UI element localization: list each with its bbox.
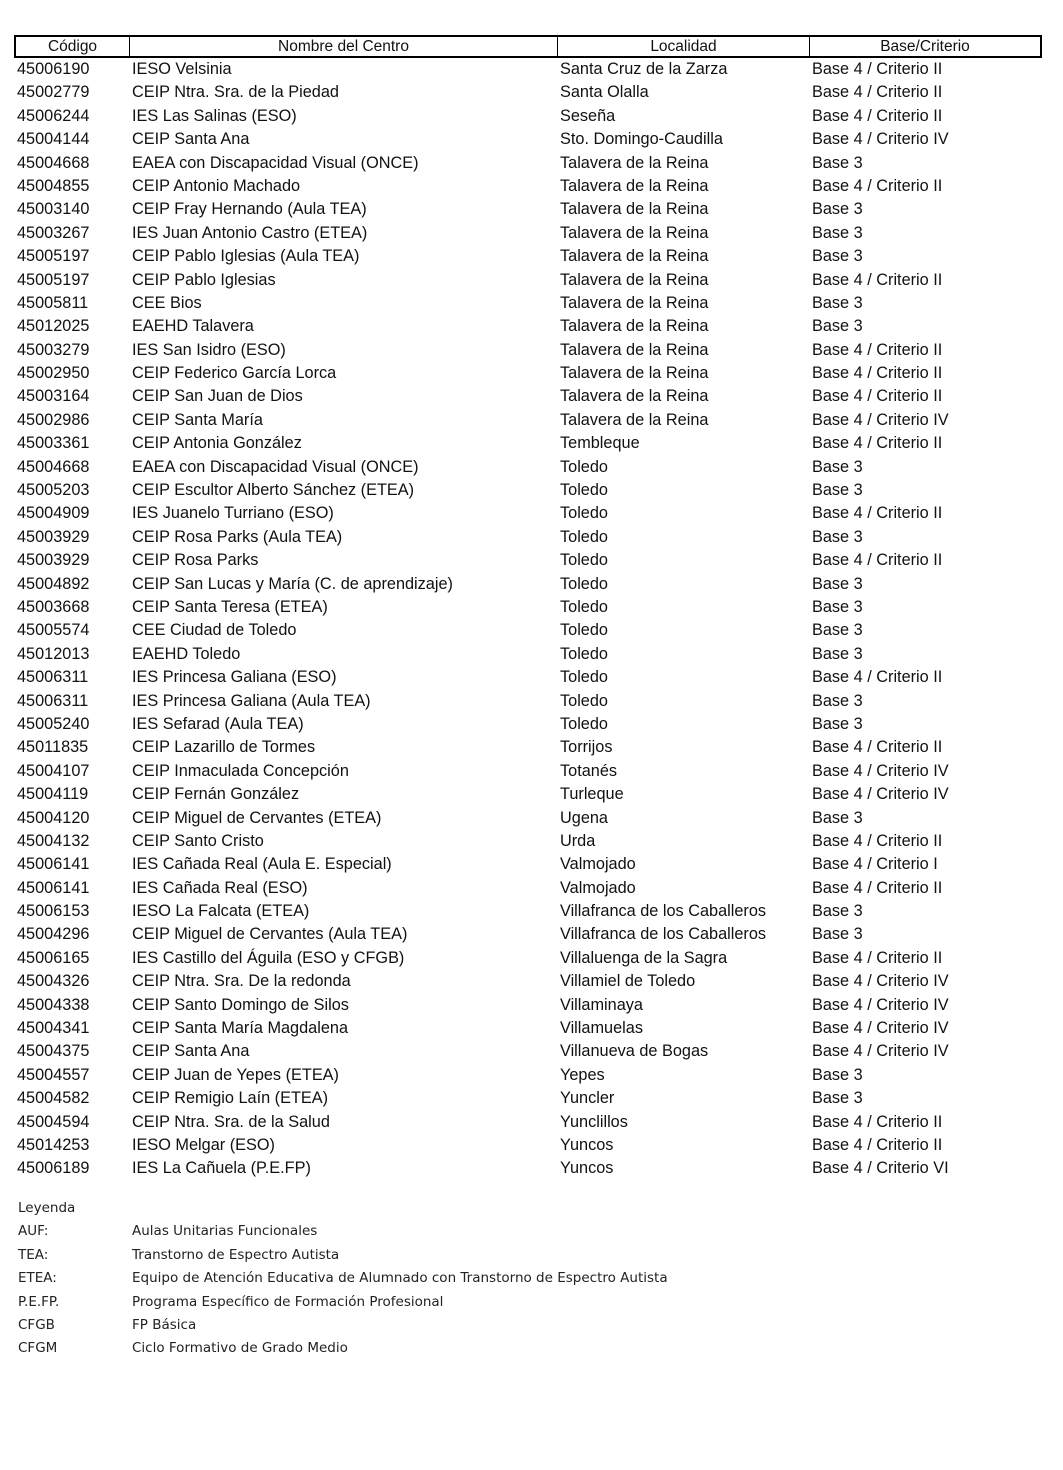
cell-base-criterio: Base 4 / Criterio IV [812,1019,949,1038]
cell-codigo: 45006190 [17,60,90,78]
legend-item [18,1220,668,1243]
table-row [14,432,1042,455]
cell-codigo: 45006244 [17,106,90,125]
cell-nombre-centro: CEIP Ntra. Sra. de la Piedad [132,83,339,102]
cell-codigo: 45004594 [17,1112,90,1131]
cell-base-criterio: Base 4 / Criterio II [812,364,943,383]
table-row [14,409,1042,432]
table-row [14,900,1042,923]
cell-nombre-centro: CEIP Fray Hernando (Aula TEA) [132,200,367,219]
cell-base-criterio: Base 3 [812,691,863,710]
cell-codigo: 45004132 [17,831,90,850]
cell-nombre-centro: CEIP Santa Teresa (ETEA) [132,597,328,616]
cell-codigo: 45012013 [17,644,90,663]
table-row [14,315,1042,338]
cell-codigo: 45004326 [17,972,90,991]
cell-nombre-centro: CEIP San Lucas y María (C. de aprendizaje) [132,574,453,593]
cell-nombre-centro: CEIP Rosa Parks (Aula TEA) [132,527,343,546]
cell-base-criterio: Base 4 / Criterio II [812,60,943,78]
cell-codigo: 45003668 [17,597,90,616]
cell-localidad: Torrijos [560,738,613,757]
legend-item [18,1314,668,1337]
table-row [14,175,1042,198]
cell-codigo: 45006141 [17,878,90,897]
cell-nombre-centro: IES Juan Antonio Castro (ETEA) [132,223,368,242]
legend-item [18,1291,668,1314]
table-row [14,1157,1042,1180]
cell-base-criterio: Base 3 [812,1089,863,1108]
cell-localidad: Santa Cruz de la Zarza [560,60,728,78]
table-row [14,222,1042,245]
cell-nombre-centro: CEIP Santa Ana [132,130,250,149]
cell-base-criterio: Base 3 [812,527,863,546]
cell-codigo: 45004375 [17,1042,90,1061]
cell-codigo: 45006311 [17,691,89,710]
legend-meaning: Transtorno de Espectro Autista [132,1246,340,1263]
table-row [14,1064,1042,1087]
cell-nombre-centro: IESO Velsinia [132,60,232,78]
cell-localidad: Talavera de la Reina [560,317,709,336]
cell-codigo: 45005203 [17,481,90,500]
cell-codigo: 45004296 [17,925,90,944]
cell-base-criterio: Base 4 / Criterio II [812,106,943,125]
table-row [14,970,1042,993]
cell-localidad: Toledo [560,621,608,640]
cell-base-criterio: Base 4 / Criterio II [812,176,943,195]
cell-base-criterio: Base 3 [812,457,863,476]
legend-meaning: Equipo de Atención Educativa de Alumnado con Transtorno de Espectro Autista [132,1270,668,1287]
cell-base-criterio: Base 4 / Criterio IV [812,785,949,804]
cell-localidad: Talavera de la Reina [560,340,709,359]
cell-localidad: Toledo [560,691,608,710]
cell-localidad: Toledo [560,644,608,663]
cell-codigo: 45004582 [17,1089,90,1108]
cell-base-criterio: Base 3 [812,153,863,172]
cell-codigo: 45002950 [17,364,90,383]
table-row [14,760,1042,783]
cell-base-criterio: Base 4 / Criterio I [812,855,938,874]
cell-codigo: 45003361 [17,434,90,453]
cell-nombre-centro: IES Juanelo Turriano (ESO) [132,504,334,523]
cell-nombre-centro: EAEHD Talavera [132,317,254,336]
table-row [14,923,1042,946]
cell-base-criterio: Base 3 [812,808,863,827]
table-row [14,1087,1042,1110]
cell-base-criterio: Base 4 / Criterio IV [812,410,949,429]
cell-nombre-centro: CEIP Antonia González [132,434,302,453]
cell-localidad: Toledo [560,457,608,476]
cell-base-criterio: Base 3 [812,621,863,640]
table-row [14,1134,1042,1157]
cell-codigo: 45014253 [17,1135,90,1154]
cell-nombre-centro: IES Princesa Galiana (ESO) [132,668,337,687]
cell-nombre-centro: IESO Melgar (ESO) [132,1135,275,1154]
cell-nombre-centro: CEIP San Juan de Dios [132,387,303,406]
cell-codigo: 45005811 [17,293,89,312]
cell-codigo: 45005197 [17,270,90,289]
legend-abbreviation: CFGB [18,1316,55,1333]
cell-localidad: Toledo [560,481,608,500]
cell-localidad: Talavera de la Reina [560,223,709,242]
cell-base-criterio: Base 4 / Criterio II [812,387,943,406]
cell-base-criterio: Base 4 / Criterio II [812,668,943,687]
cell-nombre-centro: EAEHD Toledo [132,644,241,663]
cell-base-criterio: Base 4 / Criterio IV [812,761,949,780]
cell-codigo: 45004338 [17,995,90,1014]
cell-codigo: 45003164 [17,387,90,406]
cell-nombre-centro: IES Cañada Real (Aula E. Especial) [132,855,392,874]
cell-nombre-centro: CEE Ciudad de Toledo [132,621,297,640]
cell-codigo: 45005197 [17,247,90,266]
cell-localidad: Yunclillos [560,1112,628,1131]
table-row [14,713,1042,736]
cell-nombre-centro: CEIP Santa María [132,410,263,429]
cell-base-criterio: Base 4 / Criterio II [812,504,943,523]
cell-codigo: 45004120 [17,808,90,827]
cell-base-criterio: Base 4 / Criterio II [812,83,943,102]
cell-base-criterio: Base 3 [812,1065,863,1084]
cell-base-criterio: Base 3 [812,317,863,336]
cell-codigo: 45003929 [17,527,90,546]
legend-abbreviation: ETEA: [18,1270,57,1287]
table-row [14,690,1042,713]
cell-base-criterio: Base 3 [812,481,863,500]
cell-base-criterio: Base 4 / Criterio IV [812,1042,949,1061]
cell-nombre-centro: IES Sefarad (Aula TEA) [132,714,304,733]
legend-abbreviation: P.E.FP. [18,1293,60,1310]
cell-base-criterio: Base 4 / Criterio IV [812,130,949,149]
cell-nombre-centro: CEIP Pablo Iglesias (Aula TEA) [132,247,360,266]
legend-meaning: Programa Específico de Formación Profesional [132,1293,444,1310]
cell-localidad: Toledo [560,574,608,593]
table-row [14,152,1042,175]
legend [18,1197,668,1361]
cell-base-criterio: Base 4 / Criterio II [812,948,943,967]
cell-nombre-centro: CEIP Juan de Yepes (ETEA) [132,1065,339,1084]
table-row [14,362,1042,385]
table-row [14,128,1042,151]
cell-codigo: 45002986 [17,410,90,429]
cell-nombre-centro: CEIP Remigio Laín (ETEA) [132,1089,329,1108]
cell-base-criterio: Base 3 [812,574,863,593]
cell-base-criterio: Base 4 / Criterio II [812,831,943,850]
table-row [14,596,1042,619]
cell-base-criterio: Base 3 [812,293,863,312]
table-row [14,666,1042,689]
cell-nombre-centro: CEIP Miguel de Cervantes (Aula TEA) [132,925,408,944]
cell-localidad: Urda [560,831,596,850]
table-row [14,736,1042,759]
cell-localidad: Ugena [560,808,608,827]
cell-codigo: 45012025 [17,317,90,336]
cell-codigo: 45003267 [17,223,90,242]
table-row [14,877,1042,900]
table-row [14,619,1042,642]
legend-meaning: Aulas Unitarias Funcionales [132,1223,318,1240]
legend-item [18,1244,668,1267]
cell-localidad: Toledo [560,714,608,733]
cell-localidad: Villafranca de los Caballeros [560,925,767,944]
cell-nombre-centro: CEIP Lazarillo de Tormes [132,738,316,757]
cell-localidad: Santa Olalla [560,83,649,102]
cell-localidad: Villanueva de Bogas [560,1042,709,1061]
cell-localidad: Toledo [560,668,608,687]
table-row [14,1111,1042,1134]
cell-localidad: Villaminaya [560,995,643,1014]
cell-base-criterio: Base 3 [812,200,863,219]
centers-table [14,35,1042,1181]
cell-codigo: 45004909 [17,504,90,523]
cell-localidad: Yepes [560,1065,605,1084]
cell-nombre-centro: CEIP Rosa Parks [132,551,259,570]
cell-localidad: Toledo [560,551,608,570]
cell-localidad: Valmojado [560,855,636,874]
cell-codigo: 45004668 [17,153,90,172]
legend-meaning: Ciclo Formativo de Grado Medio [132,1340,348,1357]
cell-base-criterio: Base 3 [812,714,863,733]
cell-base-criterio: Base 4 / Criterio II [812,340,943,359]
cell-base-criterio: Base 3 [812,597,863,616]
table-row [14,292,1042,315]
table-row [14,456,1042,479]
table-header [14,35,1042,58]
cell-localidad: Yuncos [560,1135,614,1154]
cell-codigo: 45004668 [17,457,90,476]
cell-codigo: 45006141 [17,855,90,874]
table-row [14,830,1042,853]
cell-nombre-centro: CEIP Antonio Machado [132,176,301,195]
cell-localidad: Yuncos [560,1159,614,1178]
cell-base-criterio: Base 3 [812,223,863,242]
table-row [14,526,1042,549]
cell-codigo: 45006189 [17,1159,90,1178]
cell-codigo: 45003929 [17,551,90,570]
table-row [14,853,1042,876]
table-row [14,269,1042,292]
cell-codigo: 45006165 [17,948,90,967]
cell-base-criterio: Base 4 / Criterio IV [812,972,949,991]
cell-localidad: Talavera de la Reina [560,247,709,266]
cell-nombre-centro: IES Las Salinas (ESO) [132,106,297,125]
cell-nombre-centro: CEE Bios [132,293,202,312]
cell-codigo: 45004557 [17,1065,90,1084]
cell-base-criterio: Base 3 [812,247,863,266]
legend-abbreviation: TEA: [18,1246,49,1263]
cell-nombre-centro: CEIP Federico García Lorca [132,364,337,383]
cell-codigo: 45005240 [17,714,90,733]
table-row [14,783,1042,806]
cell-base-criterio: Base 3 [812,925,863,944]
legend-title: Leyenda [18,1200,76,1216]
cell-nombre-centro: IES Princesa Galiana (Aula TEA) [132,691,371,710]
cell-localidad: Toledo [560,597,608,616]
cell-nombre-centro: IES La Cañuela (P.E.FP) [132,1159,311,1178]
cell-nombre-centro: CEIP Fernán González [132,785,300,804]
legend-meaning: FP Básica [132,1316,197,1333]
cell-codigo: 45011835 [17,738,89,757]
legend-item [18,1267,668,1290]
cell-nombre-centro: CEIP Santa María Magdalena [132,1019,349,1038]
table-row [14,385,1042,408]
cell-nombre-centro: CEIP Santo Domingo de Silos [132,995,349,1014]
cell-nombre-centro: IES San Isidro (ESO) [132,340,286,359]
cell-localidad: Toledo [560,527,608,546]
cell-localidad: Talavera de la Reina [560,293,709,312]
cell-base-criterio: Base 4 / Criterio II [812,1112,943,1131]
cell-nombre-centro: CEIP Pablo Iglesias [132,270,276,289]
table-row [14,807,1042,830]
table-row [14,994,1042,1017]
cell-localidad: Talavera de la Reina [560,176,709,195]
cell-base-criterio: Base 4 / Criterio II [812,738,943,757]
cell-localidad: Valmojado [560,878,636,897]
cell-nombre-centro: CEIP Ntra. Sra. De la redonda [132,972,351,991]
cell-localidad: Talavera de la Reina [560,200,709,219]
cell-localidad: Seseña [560,106,616,125]
cell-base-criterio: Base 4 / Criterio II [812,551,943,570]
table-row [14,1017,1042,1040]
cell-base-criterio: Base 4 / Criterio IV [812,995,949,1014]
table-row [14,81,1042,104]
legend-items [18,1220,668,1360]
header-nombre-centro: Nombre del Centro [130,37,558,56]
cell-codigo: 45006153 [17,902,90,921]
header-codigo: Código [16,37,130,56]
cell-codigo: 45003279 [17,340,90,359]
table-row [14,245,1042,268]
cell-codigo: 45004107 [17,761,90,780]
cell-base-criterio: Base 4 / Criterio II [812,434,943,453]
cell-codigo: 45003140 [17,200,90,219]
cell-localidad: Toledo [560,504,608,523]
table-row [14,479,1042,502]
cell-base-criterio: Base 3 [812,644,863,663]
table-row [14,573,1042,596]
cell-codigo: 45005574 [17,621,90,640]
legend-abbreviation: CFGM [18,1340,58,1357]
cell-nombre-centro: EAEA con Discapacidad Visual (ONCE) [132,153,419,172]
cell-nombre-centro: CEIP Ntra. Sra. de la Salud [132,1112,330,1131]
header-base-criterio: Base/Criterio [880,38,970,55]
cell-localidad: Talavera de la Reina [560,270,709,289]
legend-item [18,1337,668,1360]
cell-nombre-centro: CEIP Santo Cristo [132,831,264,850]
table-row [14,947,1042,970]
cell-localidad: Talavera de la Reina [560,364,709,383]
table-row [14,643,1042,666]
cell-localidad: Villamuelas [560,1019,643,1038]
cell-localidad: Yuncler [560,1089,615,1108]
cell-nombre-centro: EAEA con Discapacidad Visual (ONCE) [132,457,419,476]
cell-nombre-centro: CEIP Santa Ana [132,1042,250,1061]
cell-base-criterio: Base 4 / Criterio II [812,1135,943,1154]
cell-base-criterio: Base 4 / Criterio II [812,878,943,897]
cell-localidad: Talavera de la Reina [560,387,709,406]
cell-nombre-centro: CEIP Escultor Alberto Sánchez (ETEA) [132,481,415,500]
cell-codigo: 45006311 [17,668,89,687]
cell-base-criterio: Base 4 / Criterio VI [812,1159,949,1178]
table-row [14,105,1042,128]
cell-localidad: Turleque [560,785,624,804]
header-localidad: Localidad [558,37,810,56]
cell-codigo: 45004341 [17,1019,90,1038]
cell-localidad: Villafranca de los Caballeros [560,902,767,921]
table-row [14,549,1042,572]
cell-localidad: Sto. Domingo-Caudilla [560,130,723,149]
cell-localidad: Villaluenga de la Sagra [560,948,728,967]
table-row [14,502,1042,525]
cell-codigo: 45004892 [17,574,90,593]
cell-localidad: Tembleque [560,434,640,453]
cell-nombre-centro: IES Castillo del Águila (ESO y CFGB) [132,948,405,967]
cell-codigo: 45004855 [17,176,90,195]
cell-nombre-centro: IES Cañada Real (ESO) [132,878,308,897]
cell-nombre-centro: CEIP Miguel de Cervantes (ETEA) [132,808,382,827]
cell-localidad: Totanés [560,761,618,780]
cell-nombre-centro: CEIP Inmaculada Concepción [132,761,349,780]
cell-base-criterio: Base 4 / Criterio II [812,270,943,289]
cell-nombre-centro: IESO La Falcata (ETEA) [132,902,310,921]
cell-localidad: Talavera de la Reina [560,153,709,172]
cell-codigo: 45002779 [17,83,90,102]
table-body [14,58,1042,1181]
table-row [14,58,1042,81]
legend-abbreviation: AUF: [18,1223,49,1240]
cell-codigo: 45004119 [17,785,89,804]
cell-base-criterio: Base 3 [812,902,863,921]
table-row [14,1040,1042,1063]
table-row [14,198,1042,221]
cell-localidad: Villamiel de Toledo [560,972,696,991]
cell-localidad: Talavera de la Reina [560,410,709,429]
cell-codigo: 45004144 [17,130,90,149]
table-row [14,339,1042,362]
